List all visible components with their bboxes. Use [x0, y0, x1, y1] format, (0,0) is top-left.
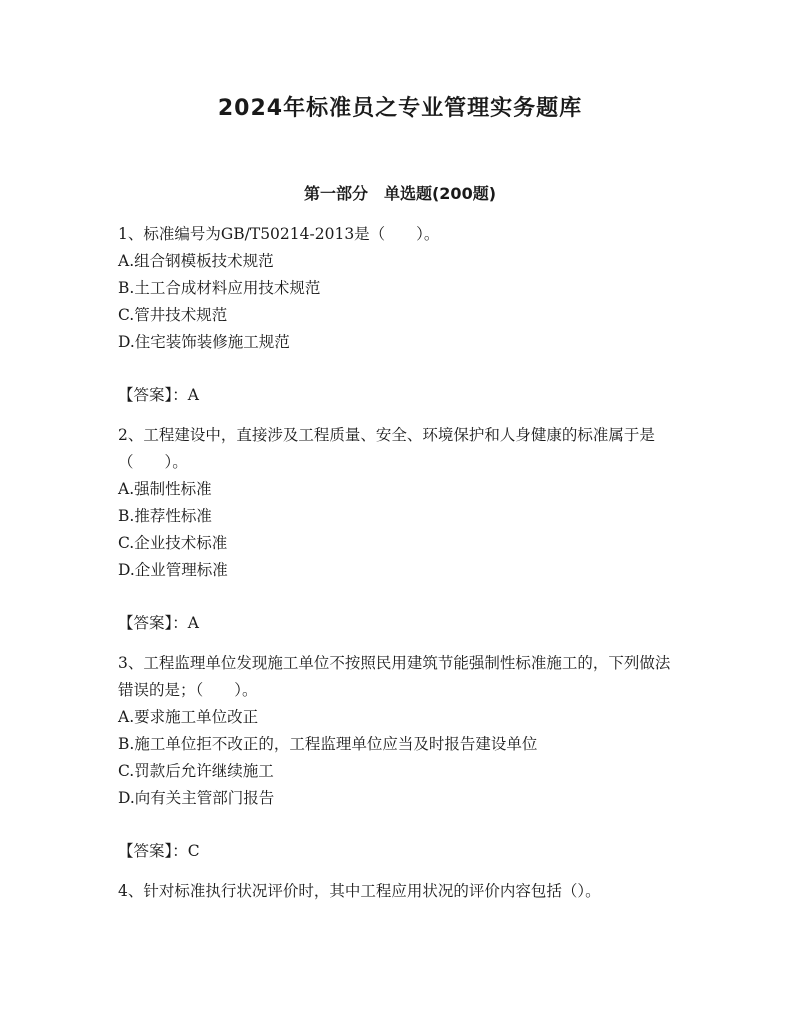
option-b: B.土工合成材料应用技术规范: [118, 279, 321, 297]
question-3: [118, 650, 678, 865]
answer-line: [118, 838, 678, 865]
option-d: D.向有关主管部门报告: [118, 789, 275, 807]
answer-label: 【答案】：: [118, 386, 188, 404]
answer-value: C: [187, 842, 200, 860]
option-c: C.管井技术规范: [118, 306, 228, 324]
question-2: [118, 422, 678, 637]
option-c: C.企业技术标准: [118, 534, 228, 552]
option-b: B.推荐性标准: [118, 507, 212, 525]
option-d: D.住宅装饰装修施工规范: [118, 333, 290, 351]
option-a: A.要求施工单位改正: [118, 708, 259, 726]
question-stem: 1、标准编号为GB/T50214-2013是（ ）。: [118, 225, 440, 243]
answer-label: 【答案】：: [118, 842, 188, 860]
question-stem: 2、工程建设中，直接涉及工程质量、安全、环境保护和人身健康的标准属于是（ ）。: [118, 426, 655, 471]
question-4: [118, 878, 678, 905]
section-title: 第一部分 单选题(200题): [303, 184, 497, 203]
question-stem: 4、针对标准执行状况评价时，其中工程应用状况的评价内容包括（）。: [118, 882, 601, 900]
option-c: C.罚款后允许继续施工: [118, 762, 274, 780]
option-a: A.强制性标准: [118, 480, 212, 498]
option-a: A.组合钢模板技术规范: [118, 252, 274, 270]
answer-line: [118, 382, 678, 409]
question-list: [118, 221, 678, 905]
document-title: 2024年标准员之专业管理实务题库: [217, 96, 583, 121]
question-stem: 3、工程监理单位发现施工单位不按照民用建筑节能强制性标准施工的，下列做法错误的是；（ ）。: [118, 654, 671, 699]
answer-label: 【答案】：: [118, 614, 188, 632]
option-b: B.施工单位拒不改正的，工程监理单位应当及时报告建设单位: [118, 735, 538, 753]
answer-line: [118, 610, 678, 637]
option-d: D.企业管理标准: [118, 561, 228, 579]
answer-value: A: [187, 614, 199, 632]
answer-value: A: [187, 386, 199, 404]
question-1: [118, 221, 678, 409]
